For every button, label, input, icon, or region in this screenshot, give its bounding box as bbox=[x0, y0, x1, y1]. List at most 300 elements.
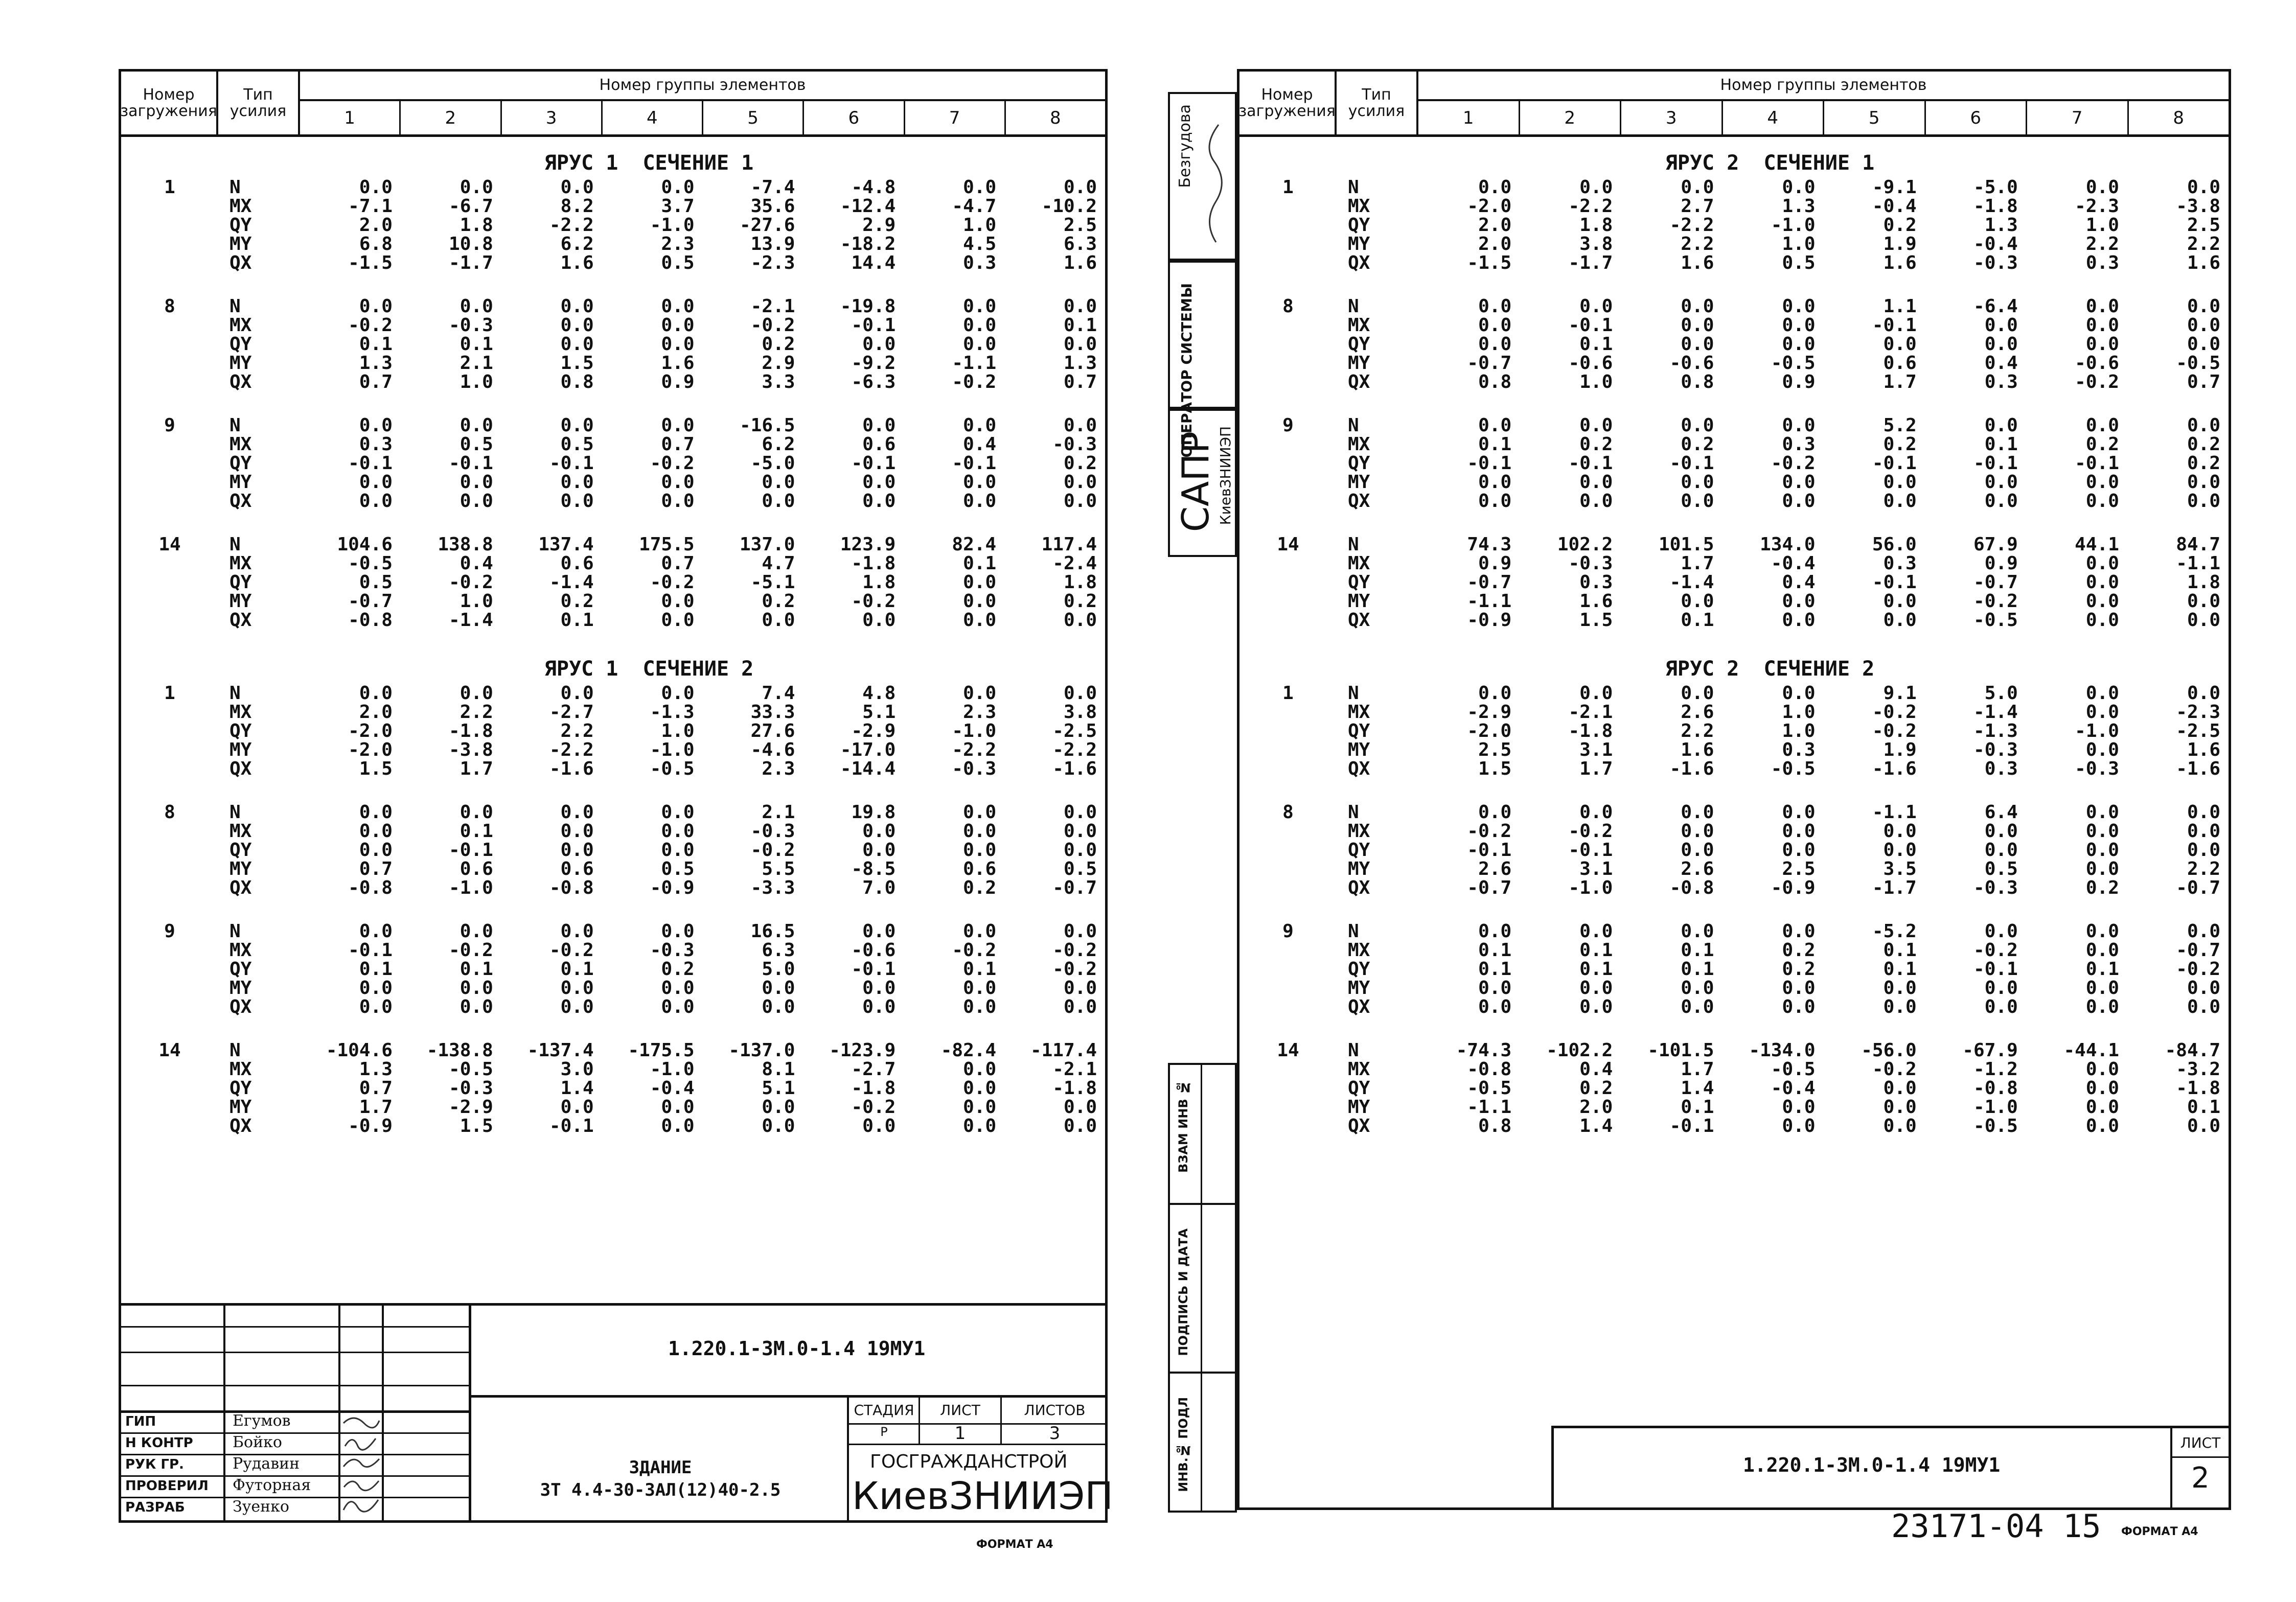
value-cell: 19.8 bbox=[851, 802, 896, 823]
value-cell: 0.0 bbox=[359, 296, 393, 317]
value-cell: -0.2 bbox=[750, 315, 795, 336]
force-type: QY bbox=[1348, 1078, 1370, 1099]
value-cell: 2.6 bbox=[1681, 702, 1714, 723]
value-cell: 0.0 bbox=[2085, 1097, 2119, 1118]
value-cell: 0.0 bbox=[1478, 415, 1512, 436]
value-cell: -2.2 bbox=[952, 739, 997, 760]
value-cell: 0.0 bbox=[2085, 802, 2119, 823]
value-cell: -1.6 bbox=[2176, 758, 2220, 779]
table-row bbox=[121, 373, 1105, 391]
load-group bbox=[121, 297, 1105, 391]
force-type: QX bbox=[1348, 1116, 1370, 1136]
value-cell: 0.0 bbox=[560, 491, 594, 512]
value-cell: 2.2 bbox=[1681, 721, 1714, 741]
force-type: MX bbox=[229, 1059, 252, 1080]
table-row bbox=[121, 803, 1105, 822]
value-cell: 0.0 bbox=[963, 572, 997, 593]
table-row bbox=[121, 1098, 1105, 1117]
value-cell: 0.1 bbox=[1883, 959, 1917, 980]
table-row bbox=[121, 197, 1105, 216]
value-cell: 0.7 bbox=[661, 434, 695, 455]
value-cell: 0.0 bbox=[1681, 177, 1714, 198]
value-cell: -0.5 bbox=[1973, 1116, 2018, 1136]
value-cell: 0.0 bbox=[560, 415, 594, 436]
value-cell: 6.3 bbox=[762, 940, 795, 961]
value-cell: 0.0 bbox=[1782, 472, 1816, 493]
value-cell: -0.1 bbox=[952, 453, 997, 474]
force-type: MX bbox=[1348, 702, 1370, 723]
value-cell: 0.2 bbox=[1579, 1078, 1613, 1099]
value-cell: -0.1 bbox=[1973, 959, 2018, 980]
value-cell: -0.3 bbox=[1052, 434, 1097, 455]
force-type: QX bbox=[1348, 877, 1370, 898]
value-cell: 0.0 bbox=[2085, 472, 2119, 493]
value-cell: 0.0 bbox=[1478, 996, 1512, 1017]
value-cell: 0.0 bbox=[2187, 683, 2220, 704]
value-cell: 0.0 bbox=[1984, 978, 2018, 999]
role-nkontr: Н КОНТР bbox=[125, 1435, 193, 1451]
value-cell: 0.2 bbox=[1681, 434, 1714, 455]
table-row bbox=[121, 554, 1105, 573]
value-cell: 2.2 bbox=[2187, 858, 2220, 879]
value-cell: 0.7 bbox=[661, 553, 695, 574]
value-cell: -1.4 bbox=[1669, 572, 1714, 593]
table-row bbox=[1239, 297, 2229, 316]
force-type: MX bbox=[1348, 940, 1370, 961]
value-cell: 1.7 bbox=[1579, 758, 1613, 779]
table-row bbox=[1239, 454, 2229, 473]
table-row bbox=[1239, 235, 2229, 253]
value-cell: -1.7 bbox=[1872, 877, 1917, 898]
value-cell: 0.0 bbox=[1063, 610, 1097, 631]
value-cell: 137.4 bbox=[538, 534, 594, 555]
value-cell: 0.0 bbox=[963, 1059, 997, 1080]
value-cell: 0.0 bbox=[1883, 591, 1917, 612]
value-cell: 0.7 bbox=[359, 858, 393, 879]
value-cell: 0.0 bbox=[1579, 802, 1613, 823]
value-cell: 0.0 bbox=[1681, 491, 1714, 512]
value-cell: 1.5 bbox=[460, 1116, 493, 1136]
operator-label: ОПЕРАТОР СИСТЕМЫ bbox=[1178, 283, 1195, 458]
col-header: 4 bbox=[603, 101, 703, 134]
col-header: 7 bbox=[905, 101, 1006, 134]
force-type: MY bbox=[229, 1097, 252, 1118]
value-cell: 0.0 bbox=[2187, 591, 2220, 612]
force-type: MY bbox=[229, 978, 252, 999]
table-row bbox=[121, 841, 1105, 860]
value-cell: 0.0 bbox=[1063, 978, 1097, 999]
value-cell: 0.0 bbox=[2085, 296, 2119, 317]
value-cell: 0.0 bbox=[1782, 921, 1816, 942]
force-type: QX bbox=[229, 610, 252, 631]
value-cell: 0.0 bbox=[1681, 802, 1714, 823]
value-cell: -0.5 bbox=[348, 553, 393, 574]
value-cell: 0.0 bbox=[1681, 821, 1714, 842]
col-header: 8 bbox=[1050, 107, 1061, 128]
value-cell: 0.0 bbox=[2187, 296, 2220, 317]
value-cell: 0.6 bbox=[560, 553, 594, 574]
value-cell: 0.0 bbox=[762, 1116, 795, 1136]
value-cell: 1.7 bbox=[460, 758, 493, 779]
force-type: N bbox=[229, 296, 241, 317]
force-type: QY bbox=[229, 721, 252, 741]
value-cell: 0.0 bbox=[1478, 177, 1512, 198]
value-cell: 16.5 bbox=[750, 921, 795, 942]
value-cell: -56.0 bbox=[1861, 1040, 1917, 1061]
value-cell: -1.8 bbox=[1052, 1078, 1097, 1099]
value-cell: 67.9 bbox=[1973, 534, 2018, 555]
force-type: N bbox=[229, 534, 241, 555]
value-cell: -2.1 bbox=[750, 296, 795, 317]
load-group bbox=[1239, 416, 2229, 510]
value-cell: -0.1 bbox=[1872, 572, 1917, 593]
table-row bbox=[121, 216, 1105, 235]
value-cell: 2.7 bbox=[1681, 196, 1714, 217]
table-row bbox=[121, 178, 1105, 197]
value-cell: -1.7 bbox=[449, 252, 493, 273]
value-cell: 6.8 bbox=[359, 234, 393, 254]
value-cell: -0.3 bbox=[449, 1078, 493, 1099]
load-group bbox=[1239, 535, 2229, 630]
value-cell: 0.0 bbox=[963, 610, 997, 631]
value-cell: 0.0 bbox=[359, 821, 393, 842]
value-cell: -0.1 bbox=[1669, 1116, 1714, 1136]
stage-value: Р bbox=[880, 1425, 888, 1439]
force-type: QX bbox=[229, 996, 252, 1017]
value-cell: 56.0 bbox=[1872, 534, 1917, 555]
value-cell: 0.2 bbox=[1063, 591, 1097, 612]
value-cell: -1.4 bbox=[549, 572, 594, 593]
value-cell: 1.0 bbox=[661, 721, 695, 741]
value-cell: 2.0 bbox=[1478, 215, 1512, 236]
force-type: QX bbox=[229, 491, 252, 512]
value-cell: -7.4 bbox=[750, 177, 795, 198]
value-cell: 0.0 bbox=[1063, 683, 1097, 704]
value-cell: 0.5 bbox=[1063, 858, 1097, 879]
col-header: 4 bbox=[1723, 101, 1825, 134]
value-cell: -0.7 bbox=[1467, 353, 1512, 374]
value-cell: 0.0 bbox=[661, 296, 695, 317]
load-number: 9 bbox=[164, 921, 175, 942]
value-cell: -0.2 bbox=[1771, 453, 1816, 474]
value-cell: 0.0 bbox=[1883, 978, 1917, 999]
force-type: N bbox=[229, 921, 241, 942]
value-cell: 0.0 bbox=[1984, 491, 2018, 512]
load-number: 8 bbox=[1282, 802, 1294, 823]
table-row bbox=[121, 860, 1105, 878]
value-cell: -6.7 bbox=[449, 196, 493, 217]
table-row bbox=[121, 960, 1105, 979]
value-cell: 0.4 bbox=[460, 553, 493, 574]
value-cell: 0.0 bbox=[862, 472, 896, 493]
value-cell: -0.5 bbox=[449, 1059, 493, 1080]
value-cell: -137.0 bbox=[728, 1040, 795, 1061]
value-cell: -0.5 bbox=[1771, 758, 1816, 779]
value-cell: -0.4 bbox=[650, 1078, 695, 1099]
table-row bbox=[121, 740, 1105, 759]
value-cell: 0.1 bbox=[1681, 1097, 1714, 1118]
value-cell: 0.0 bbox=[1883, 821, 1917, 842]
load-number: 8 bbox=[164, 802, 175, 823]
value-cell: 5.1 bbox=[762, 1078, 795, 1099]
value-cell: 2.1 bbox=[762, 802, 795, 823]
col-header: 1 bbox=[1418, 101, 1520, 134]
value-cell: -0.5 bbox=[1973, 610, 2018, 631]
value-cell: 0.2 bbox=[1782, 940, 1816, 961]
building-line1: ЗДАНИЕ bbox=[629, 1457, 692, 1478]
value-cell: 0.0 bbox=[862, 610, 896, 631]
value-cell: 104.6 bbox=[337, 534, 393, 555]
table-row bbox=[121, 878, 1105, 897]
value-cell: -0.2 bbox=[1973, 940, 2018, 961]
value-cell: 3.1 bbox=[1579, 858, 1613, 879]
value-cell: 0.2 bbox=[762, 591, 795, 612]
value-cell: -0.2 bbox=[650, 453, 695, 474]
value-cell: 0.0 bbox=[661, 802, 695, 823]
force-type: MX bbox=[229, 702, 252, 723]
table-row bbox=[1239, 178, 2229, 197]
group-columns bbox=[300, 101, 1105, 134]
value-cell: -123.9 bbox=[829, 1040, 896, 1061]
value-cell: 0.0 bbox=[661, 840, 695, 861]
table-row bbox=[1239, 435, 2229, 454]
value-cell: -0.2 bbox=[348, 315, 393, 336]
value-cell: 1.7 bbox=[1883, 372, 1917, 392]
value-cell: 0.0 bbox=[560, 296, 594, 317]
value-cell: 0.0 bbox=[460, 802, 493, 823]
table-row bbox=[1239, 1079, 2229, 1098]
force-type: MY bbox=[229, 858, 252, 879]
value-cell: 3.8 bbox=[1063, 702, 1097, 723]
vzam-inv-label: ВЗАМ ИНВ № bbox=[1176, 1080, 1190, 1173]
load-number: 9 bbox=[1282, 921, 1294, 942]
value-cell: 6.3 bbox=[1063, 234, 1097, 254]
value-cell: 2.6 bbox=[1478, 858, 1512, 879]
value-cell: -0.2 bbox=[1052, 940, 1097, 961]
value-cell: 0.0 bbox=[963, 472, 997, 493]
load-number: 14 bbox=[1277, 1040, 1299, 1061]
value-cell: 0.0 bbox=[1782, 840, 1816, 861]
value-cell: 2.5 bbox=[1063, 215, 1097, 236]
value-cell: -1.3 bbox=[1973, 721, 2018, 741]
value-cell: -2.5 bbox=[2176, 721, 2220, 741]
table-row bbox=[1239, 960, 2229, 979]
value-cell: 0.0 bbox=[1478, 334, 1512, 355]
value-cell: 1.0 bbox=[1782, 721, 1816, 741]
sign-date-label: ПОДПИСЬ И ДАТА bbox=[1176, 1228, 1190, 1356]
value-cell: 0.7 bbox=[2187, 372, 2220, 392]
force-type: QY bbox=[229, 572, 252, 593]
value-cell: -101.5 bbox=[1647, 1040, 1714, 1061]
value-cell: 0.8 bbox=[1681, 372, 1714, 392]
value-cell: 0.0 bbox=[1883, 610, 1917, 631]
value-cell: 0.6 bbox=[1883, 353, 1917, 374]
load-number: 8 bbox=[164, 296, 175, 317]
value-cell: -0.2 bbox=[750, 840, 795, 861]
value-cell: -0.1 bbox=[1568, 453, 1613, 474]
value-cell: 0.0 bbox=[1782, 315, 1816, 336]
value-cell: -0.1 bbox=[1467, 840, 1512, 861]
value-cell: 0.0 bbox=[560, 177, 594, 198]
value-cell: 0.2 bbox=[1063, 453, 1097, 474]
value-cell: 84.7 bbox=[2176, 534, 2220, 555]
value-cell: -3.3 bbox=[750, 877, 795, 898]
value-cell: 0.0 bbox=[560, 683, 594, 704]
value-cell: -1.8 bbox=[1568, 721, 1613, 741]
value-cell: -0.7 bbox=[1052, 877, 1097, 898]
value-cell: 0.0 bbox=[1579, 296, 1613, 317]
inv-podl-label: ИНВ.№ ПОДЛ bbox=[1176, 1397, 1190, 1492]
value-cell: 0.0 bbox=[1681, 334, 1714, 355]
table-row bbox=[121, 454, 1105, 473]
load-number-header: Номер загружения bbox=[121, 72, 218, 134]
value-cell: 0.9 bbox=[1478, 553, 1512, 574]
table-row bbox=[121, 253, 1105, 272]
value-cell: 0.0 bbox=[963, 591, 997, 612]
table-row bbox=[121, 722, 1105, 740]
value-cell: 101.5 bbox=[1659, 534, 1714, 555]
value-cell: 2.6 bbox=[1681, 858, 1714, 879]
load-group bbox=[121, 1041, 1105, 1135]
value-cell: 0.0 bbox=[2085, 940, 2119, 961]
value-cell: 2.3 bbox=[661, 234, 695, 254]
force-type: N bbox=[229, 177, 241, 198]
table-row bbox=[1239, 354, 2229, 373]
force-type: MX bbox=[229, 315, 252, 336]
load-group bbox=[121, 178, 1105, 272]
value-cell: 0.2 bbox=[762, 334, 795, 355]
value-cell: -1.0 bbox=[650, 739, 695, 760]
value-cell: -102.2 bbox=[1546, 1040, 1613, 1061]
value-cell: 0.0 bbox=[2085, 1078, 2119, 1099]
force-type: QX bbox=[1348, 758, 1370, 779]
value-cell: 0.3 bbox=[1579, 572, 1613, 593]
value-cell: 0.0 bbox=[661, 472, 695, 493]
value-cell: 4.7 bbox=[762, 553, 795, 574]
col-header: 2 bbox=[401, 101, 501, 134]
value-cell: 33.3 bbox=[750, 702, 795, 723]
value-cell: -0.8 bbox=[1467, 1059, 1512, 1080]
format-label-right: ФОРМАТ А4 bbox=[2121, 1525, 2198, 1538]
value-cell: 0.0 bbox=[1782, 591, 1816, 612]
force-type: N bbox=[229, 1040, 241, 1061]
value-cell: 2.2 bbox=[560, 721, 594, 741]
sapr-org: КиевЗНИИЭП bbox=[1217, 426, 1234, 525]
value-cell: -2.7 bbox=[549, 702, 594, 723]
value-cell: -2.9 bbox=[851, 721, 896, 741]
value-cell: 2.2 bbox=[2085, 234, 2119, 254]
col-header: 7 bbox=[2027, 101, 2129, 134]
value-cell: 0.0 bbox=[1579, 683, 1613, 704]
value-cell: 0.0 bbox=[1883, 840, 1917, 861]
value-cell: 0.0 bbox=[2085, 572, 2119, 593]
value-cell: 2.5 bbox=[2187, 215, 2220, 236]
value-cell: -0.2 bbox=[449, 940, 493, 961]
value-cell: -1.2 bbox=[1973, 1059, 2018, 1080]
value-cell: 0.0 bbox=[2085, 415, 2119, 436]
value-cell: 0.0 bbox=[2187, 334, 2220, 355]
value-cell: 0.1 bbox=[1478, 434, 1512, 455]
value-cell: -0.3 bbox=[750, 821, 795, 842]
table-row bbox=[1239, 803, 2229, 822]
section-title: ЯРУС 1 СЕЧЕНИЕ 2 bbox=[544, 657, 754, 681]
value-cell: 175.5 bbox=[639, 534, 695, 555]
value-cell: 0.0 bbox=[2085, 921, 2119, 942]
value-cell: 5.0 bbox=[762, 959, 795, 980]
value-cell: 0.0 bbox=[1984, 821, 2018, 842]
value-cell: 3.1 bbox=[1579, 739, 1613, 760]
force-type: MY bbox=[1348, 978, 1370, 999]
value-cell: 0.0 bbox=[1883, 472, 1917, 493]
col-header: 6 bbox=[804, 101, 905, 134]
load-number: 9 bbox=[164, 415, 175, 436]
load-group bbox=[1239, 922, 2229, 1016]
value-cell: 1.8 bbox=[862, 572, 896, 593]
value-cell: -10.2 bbox=[1041, 196, 1097, 217]
table-row bbox=[121, 979, 1105, 997]
table-row bbox=[1239, 941, 2229, 960]
table-row bbox=[1239, 573, 2229, 592]
value-cell: 0.0 bbox=[1681, 996, 1714, 1017]
value-cell: 0.0 bbox=[1579, 491, 1613, 512]
value-cell: 0.0 bbox=[1579, 177, 1613, 198]
force-type: QY bbox=[1348, 840, 1370, 861]
table-row bbox=[121, 611, 1105, 630]
value-cell: 0.2 bbox=[1883, 434, 1917, 455]
signatures-image bbox=[341, 1410, 382, 1520]
value-cell: 0.0 bbox=[1478, 683, 1512, 704]
value-cell: 138.8 bbox=[438, 534, 493, 555]
value-cell: 0.0 bbox=[1681, 921, 1714, 942]
force-type: QY bbox=[229, 215, 252, 236]
value-cell: 0.1 bbox=[1579, 940, 1613, 961]
value-cell: 1.8 bbox=[460, 215, 493, 236]
value-cell: 0.0 bbox=[1681, 591, 1714, 612]
value-cell: 0.0 bbox=[963, 1116, 997, 1136]
value-cell: -0.1 bbox=[1568, 315, 1613, 336]
value-cell: 0.0 bbox=[862, 1116, 896, 1136]
table-row bbox=[1239, 684, 2229, 703]
person-name: Зуенко bbox=[233, 1498, 289, 1516]
value-cell: -4.7 bbox=[952, 196, 997, 217]
value-cell: 0.0 bbox=[1478, 296, 1512, 317]
value-cell: 0.9 bbox=[1782, 372, 1816, 392]
force-type: N bbox=[1348, 802, 1359, 823]
value-cell: 0.0 bbox=[963, 996, 997, 1017]
value-cell: 0.0 bbox=[1063, 921, 1097, 942]
force-type: MX bbox=[229, 434, 252, 455]
value-cell: -1.0 bbox=[449, 877, 493, 898]
value-cell: -0.2 bbox=[549, 940, 594, 961]
value-cell: 0.0 bbox=[963, 978, 997, 999]
value-cell: 0.1 bbox=[1681, 940, 1714, 961]
value-cell: -0.7 bbox=[1467, 572, 1512, 593]
load-number-header: Номер загружения bbox=[1239, 72, 1337, 134]
value-cell: 1.3 bbox=[1984, 215, 2018, 236]
value-cell: 13.9 bbox=[750, 234, 795, 254]
value-cell: 3.3 bbox=[762, 372, 795, 392]
value-cell: -0.3 bbox=[1973, 252, 2018, 273]
value-cell: 0.0 bbox=[359, 802, 393, 823]
value-cell: 2.0 bbox=[359, 215, 393, 236]
col-header: 5 bbox=[1824, 101, 1926, 134]
value-cell: 0.0 bbox=[1782, 610, 1816, 631]
value-cell: -117.4 bbox=[1030, 1040, 1097, 1061]
value-cell: 0.5 bbox=[1984, 858, 2018, 879]
value-cell: -9.2 bbox=[851, 353, 896, 374]
value-cell: 0.7 bbox=[359, 372, 393, 392]
value-cell: -2.9 bbox=[1467, 702, 1512, 723]
